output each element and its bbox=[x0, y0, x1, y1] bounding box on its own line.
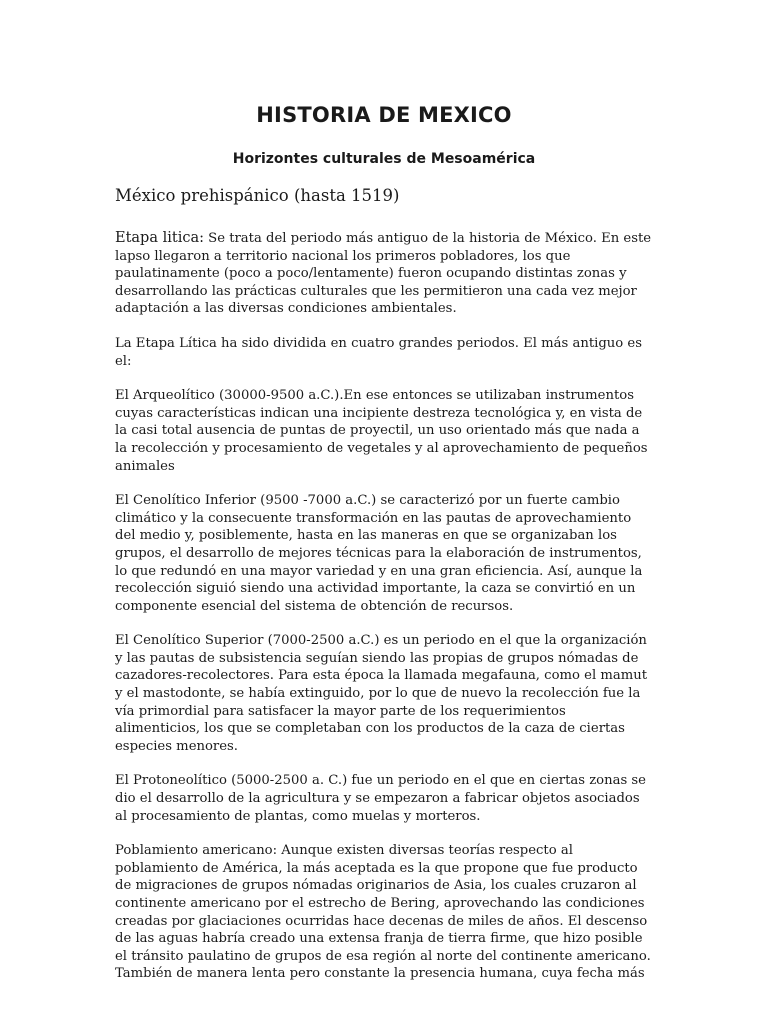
etapa-litica-text: Se trata del periodo más antiguo de la historia de México. En este lapso llegaron a territorio nacional los primeros pobladores, los que paulatinamente (poco a poco/lentamente) fueron ocupando distintas zonas y desarrollando las prácticas culturales que les permitieron una cada vez mejor adaptación a las diversas condiciones ambientales. bbox=[115, 231, 652, 317]
paragraph-etapa-division: La Etapa Lítica ha sido dividida en cuatro grandes periodos. El más antiguo es el: bbox=[115, 335, 643, 369]
document-title: HISTORIA DE MEXICO bbox=[256, 103, 512, 127]
document-body bbox=[115, 185, 655, 1000]
document-subtitle: Horizontes culturales de Mesoamérica bbox=[232, 151, 536, 167]
paragraph-poblamiento-americano: Poblamiento americano: Aunque existen diversas teorías respecto al poblamiento de América, la más aceptada es la que propone que fue producto de migraciones de grupos nómadas originarios de Asia, los cuales cruzaron al continente americano por el estrecho de Bering, aprovechando las condiciones creadas por glaciaciones ocurridas hace decenas de miles de años. El descenso de las aguas habría creado una extensa franja de tierra firme, que hizo posible el tránsito paulatino de grupos de esa región al norte del continente americano. También de manera lenta pero constante la presencia humana, cuya fecha más bbox=[115, 843, 651, 982]
section-heading: México prehispánico (hasta 1519) bbox=[115, 186, 400, 205]
etapa-litica-label: Etapa litica: bbox=[115, 230, 204, 246]
paragraph-cenolitico-inferior: El Cenolítico Inferior (9500 -7000 a.C.) se caracterizó por un fuerte cambio climático y la consecuente transformación en las pautas de aprovechamiento del medio y, posiblemente, hasta en las maneras en que se organizaban los grupos, el desarrollo de mejores técnicas para la elaboración de instrumentos, lo que redundó en una mayor variedad y en una gran eficiencia. Así, aunque la recolección siguió siendo una actividad importante, la caza se convirtió en un componente esencial del sistema de obtención de recursos. bbox=[115, 493, 643, 614]
paragraph-protoneolitico: El Protoneolítico (5000-2500 a. C.) fue un periodo en el que en ciertas zonas se dio el desarrollo de la agricultura y se empezaron a fabricar objetos asociados al procesamiento de plantas, como muelas y morteros. bbox=[115, 773, 646, 824]
paragraph-arqueolitico: El Arqueolítico (30000-9500 a.C.).En ese entonces se utilizaban instrumentos cuyas características indican una incipiente destreza tecnológica y, en vista de la casi total ausencia de puntas de proyectil, un uso orientado más que nada a la recolección y procesamiento de vegetales y al aprovechamiento de pequeños animales bbox=[115, 388, 648, 474]
paragraph-etapa-litica bbox=[115, 230, 655, 318]
paragraph-cenolitico-superior: El Cenolítico Superior (7000-2500 a.C.) es un periodo en el que la organización y las pautas de subsistencia seguían siendo las propias de grupos nómadas de cazadores-recolectores. Para esta época la llamada megafauna, como el mamut y el mastodonte, se había extinguido, por lo que de nuevo la recolección fue la vía primordial para satisfacer la mayor parte de los requerimientos alimenticios, los que se completaban con los productos de la caza de ciertas especies menores. bbox=[115, 633, 648, 754]
